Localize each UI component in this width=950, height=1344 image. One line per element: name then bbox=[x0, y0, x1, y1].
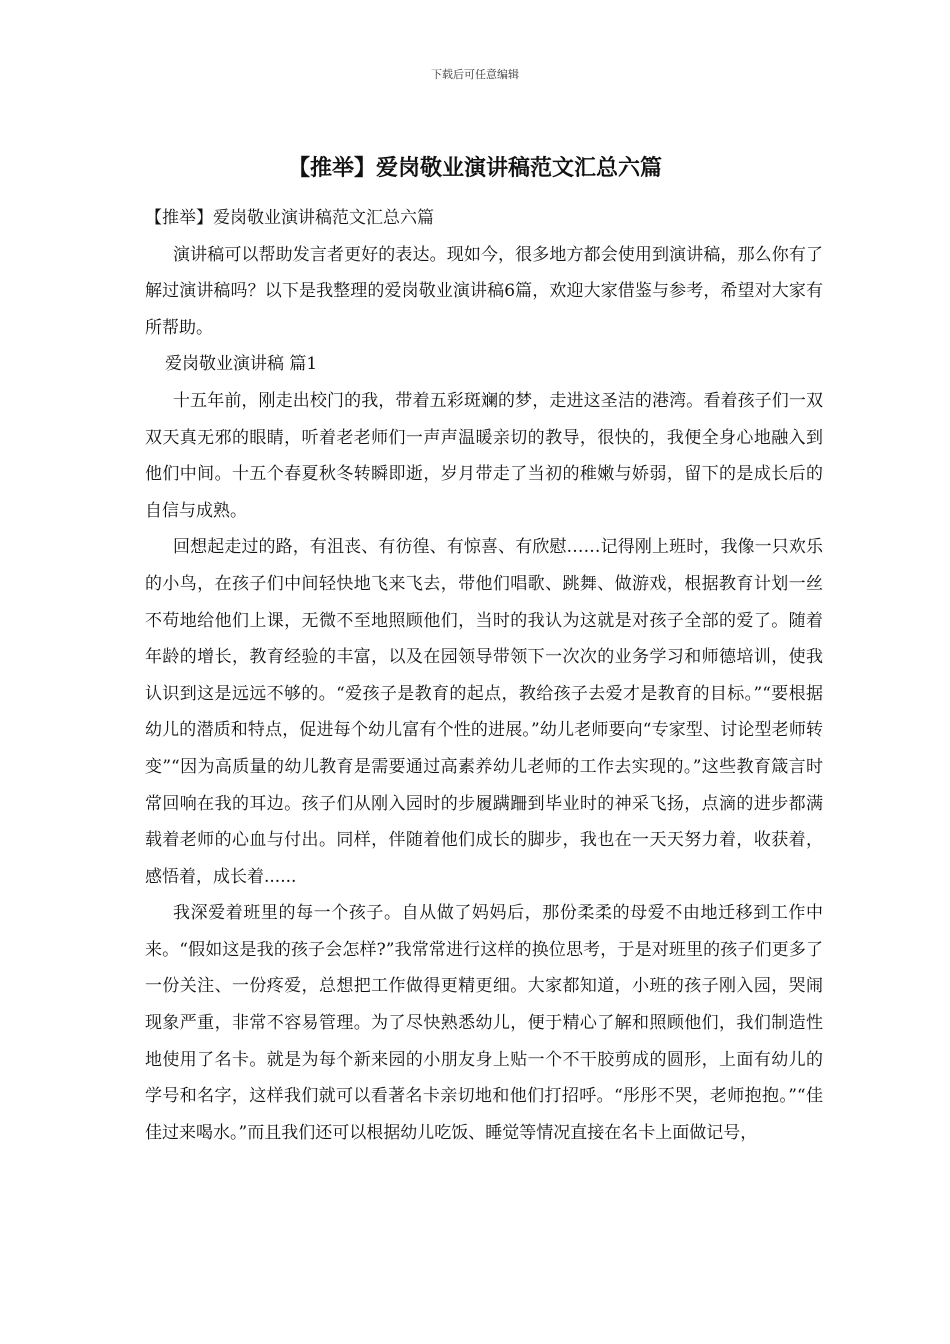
document-title: 【推举】爱岗敬业演讲稿范文汇总六篇 bbox=[287, 155, 662, 181]
document-body bbox=[145, 200, 823, 1151]
section-heading: 爱岗敬业演讲稿 篇1 bbox=[165, 354, 318, 375]
header-note: 下载后可任意编辑 bbox=[431, 68, 519, 81]
body-paragraph: 十五年前，刚走出校门的我，带着五彩斑斓的梦，走进这圣洁的港湾。看着孩子们一双双天真无邪的眼睛，听着老老师们一声声温暖亲切的教导，很快的，我便全身心地融入到他们中间。十五个春夏秋冬转瞬即逝，岁月带走了当初的稚嫩与娇弱，留下的是成长后的自信与成熟。 bbox=[145, 390, 823, 521]
document-subtitle: 【推举】爱岗敬业演讲稿范文汇总六篇 bbox=[145, 208, 434, 228]
body-paragraph: 回想起走过的路，有沮丧、有彷徨、有惊喜、有欣慰……记得刚上班时，我像一只欢乐的小鸟，在孩子们中间轻快地飞来飞去，带他们唱歌、跳舞、做游戏，根据教育计划一丝不苟地给他们上课，无微不至地照顾他们，当时的我认为这就是对孩子全部的爱了。随着年龄的增长，教育经验的丰富，以及在园领导带领下一次次的业务学习和师德培训，使我认识到这是远远不够的。“爱孩子是教育的起点，教给孩子去爱才是教育的目标。”“要根据幼儿的潜质和特点，促进每个幼儿富有个性的进展。”幼儿老师要向“专家型、讨论型老师转变”“因为高质量的幼儿教育是需要通过高素养幼儿老师的工作去实现的。”这些教育箴言时常回响在我的耳边。孩子们从刚入园时的步履蹒跚到毕业时的神采飞扬，点滴的进步都满载着老师的心血与付出。同样，伴随着他们成长的脚步，我也在一天天努力着，收获着，感悟着，成长着...... bbox=[145, 537, 823, 887]
intro-paragraph: 演讲稿可以帮助发言者更好的表达。现如今，很多地方都会使用到演讲稿，那么你有了解过演讲稿吗？以下是我整理的爱岗敬业演讲稿6篇，欢迎大家借鉴与参考，希望对大家有所帮助。 bbox=[145, 244, 823, 338]
body-paragraph: 我深爱着班里的每一个孩子。自从做了妈妈后，那份柔柔的母爱不由地迁移到工作中来。“假如这是我的孩子会怎样?”我常常进行这样的换位思考，于是对班里的孩子们更多了一份关注、一份疼爱，总想把工作做得更精更细。大家都知道，小班的孩子刚入园，哭闹现象严重，非常不容易管理。为了尽快熟悉幼儿，便于精心了解和照顾他们，我们制造性地使用了名卡。就是为每个新来园的小朋友身上贴一个不干胶剪成的圆形，上面有幼儿的学号和名字，这样我们就可以看著名卡亲切地和他们打招呼。“彤彤不哭，老师抱抱。”“佳佳过来喝水。”而且我们还可以根据幼儿吃饭、睡觉等情况直接在名卡上面做记号， bbox=[145, 903, 823, 1143]
